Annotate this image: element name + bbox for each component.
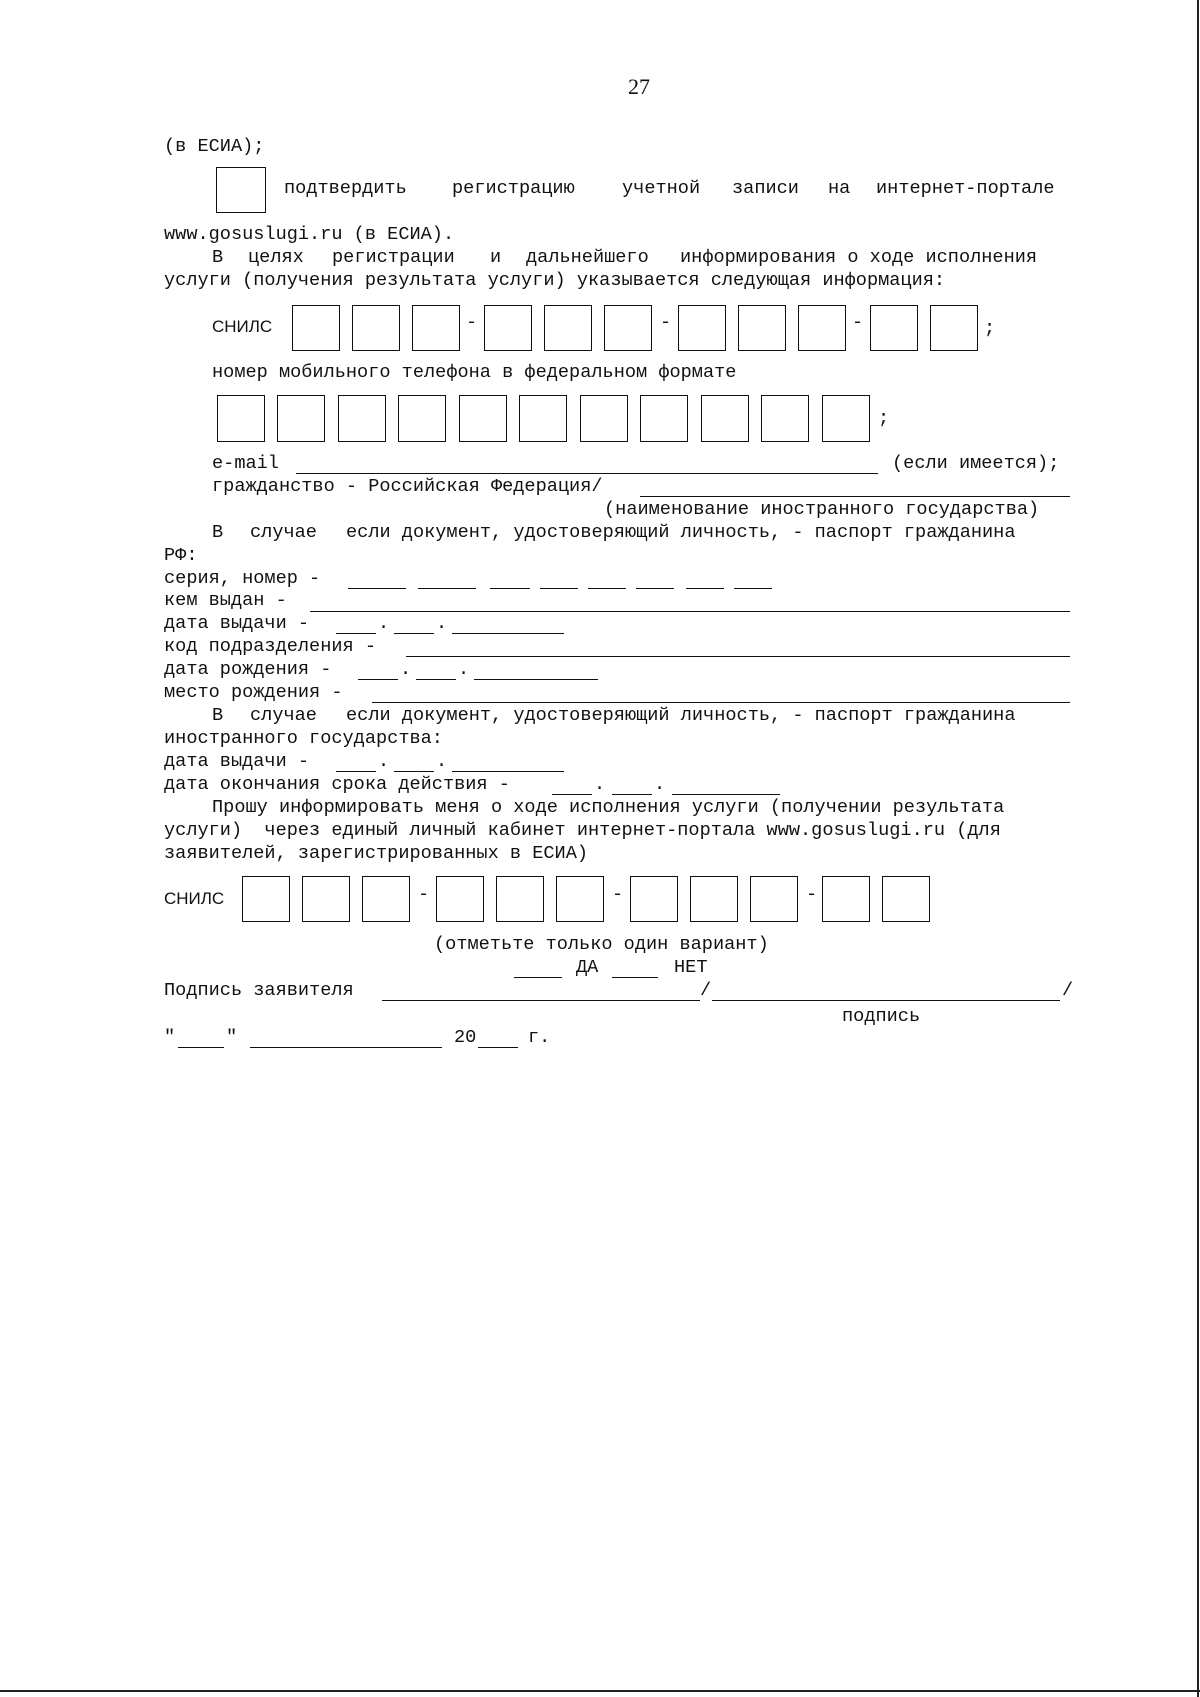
citizenship-note: (наименование иностранного государства) — [604, 499, 1040, 520]
citizenship-label: гражданство - Российская Федерация/ — [212, 476, 603, 497]
rf-issue-day-field[interactable] — [336, 633, 376, 634]
phone-digit-5[interactable] — [459, 395, 507, 442]
date-dot: . — [400, 659, 412, 680]
rf-dept-code-label: код подразделения - — [164, 636, 377, 657]
confirm-word-6: интернет-портале — [876, 178, 1055, 199]
foreign-passport-word-3: если документ, удостоверяющий личность, - паспорт гражданина — [346, 705, 1016, 726]
snils2-digit-2[interactable] — [302, 876, 350, 922]
date-quote-open: " — [164, 1027, 176, 1048]
rf-number-field-1[interactable] — [490, 588, 530, 589]
intro-fragment: (в ЕСИА); — [164, 136, 265, 157]
foreign-passport-word-1: В — [212, 705, 224, 726]
rf-issue-date-label: дата выдачи - — [164, 613, 310, 634]
rf-birth-date-label: дата рождения - — [164, 659, 332, 680]
foreign-issue-day-field[interactable] — [336, 771, 376, 772]
yes-mark-field[interactable] — [514, 977, 562, 978]
rf-number-field-5[interactable] — [686, 588, 724, 589]
rf-passport-word-3: если документ, удостоверяющий личность, - паспорт гражданина — [346, 522, 1016, 543]
inform-line-1: Прошу информировать меня о ходе исполнения услуги (получении результата — [212, 797, 1005, 818]
foreign-passport-word-2: случае — [250, 705, 317, 726]
date-year-suffix: г. — [528, 1027, 551, 1048]
phone-digit-10[interactable] — [761, 395, 809, 442]
rf-birth-place-label: место рождения - — [164, 682, 343, 703]
yes-label: ДА — [576, 957, 599, 978]
snils-digit-8[interactable] — [738, 305, 786, 351]
rf-number-field-2[interactable] — [540, 588, 578, 589]
phone-end: ; — [878, 408, 890, 429]
date-month-field[interactable] — [250, 1047, 442, 1048]
rf-passport-word-2: случае — [250, 522, 317, 543]
foreign-expiry-label: дата окончания срока действия - — [164, 774, 510, 795]
date-dot: . — [436, 613, 448, 634]
signature-slash-2: / — [1062, 980, 1074, 1001]
signature-label: Подпись заявителя — [164, 980, 354, 1001]
inform-line-2: услуги) через единый личный кабинет интернет-портала www.gosuslugi.ru (для — [164, 820, 1001, 841]
snils2-digit-4[interactable] — [436, 876, 484, 922]
signature-name-field[interactable] — [712, 1000, 1060, 1001]
date-dot: . — [458, 659, 470, 680]
rf-series-field-1[interactable] — [348, 588, 406, 589]
snils-digit-2[interactable] — [352, 305, 400, 351]
snils-separator-2: - — [660, 312, 672, 333]
rf-birth-year-field[interactable] — [474, 679, 598, 680]
date-year-field[interactable] — [478, 1047, 518, 1048]
phone-digit-6[interactable] — [519, 395, 567, 442]
info-word-4: и — [490, 247, 502, 268]
snils2-digit-6[interactable] — [556, 876, 604, 922]
inform-line-3: заявителей, зарегистрированных в ЕСИА) — [164, 843, 589, 864]
date-dot: . — [594, 774, 606, 795]
foreign-expiry-year-field[interactable] — [672, 794, 780, 795]
snils2-separator-2: - — [612, 884, 624, 905]
snils2-digit-3[interactable] — [362, 876, 410, 922]
foreign-issue-month-field[interactable] — [394, 771, 434, 772]
signature-slash-1: / — [700, 980, 712, 1001]
snils2-digit-1[interactable] — [242, 876, 290, 922]
rf-passport-line-2: РФ: — [164, 545, 198, 566]
phone-digit-3[interactable] — [338, 395, 386, 442]
info-word-6: информирования о ходе исполнения — [680, 247, 1038, 268]
rf-series-label: серия, номер - — [164, 568, 321, 589]
email-field[interactable] — [296, 473, 878, 474]
snils-label: СНИЛС — [212, 317, 273, 336]
rf-dept-code-field[interactable] — [406, 656, 1070, 657]
confirm-continuation: www.gosuslugi.ru (в ЕСИА). — [164, 224, 455, 245]
signature-caption: подпись — [842, 1006, 921, 1027]
foreign-issue-date-label: дата выдачи - — [164, 751, 310, 772]
info-line-2: услуги (получения результата услуги) указывается следующая информация: — [164, 270, 946, 291]
info-word-3: регистрации — [332, 247, 455, 268]
rf-passport-word-1: В — [212, 522, 224, 543]
date-dot: . — [654, 774, 666, 795]
snils2-digit-7[interactable] — [630, 876, 678, 922]
confirm-registration-checkbox[interactable] — [216, 167, 266, 213]
confirm-word-3: учетной — [622, 178, 701, 199]
phone-digit-9[interactable] — [701, 395, 749, 442]
email-label: e-mail — [212, 453, 279, 474]
date-dot: . — [378, 613, 390, 634]
rf-number-field-6[interactable] — [734, 588, 772, 589]
snils-digit-11[interactable] — [930, 305, 978, 351]
snils2-digit-8[interactable] — [690, 876, 738, 922]
snils-digit-5[interactable] — [544, 305, 592, 351]
confirm-word-5: на — [828, 178, 851, 199]
phone-digit-7[interactable] — [580, 395, 628, 442]
rf-birth-place-field[interactable] — [372, 702, 1070, 703]
snils-digit-3[interactable] — [412, 305, 460, 351]
confirm-word-2: регистрацию — [452, 178, 575, 199]
snils-digit-6[interactable] — [604, 305, 652, 351]
phone-digit-11[interactable] — [822, 395, 870, 442]
rf-series-field-2[interactable] — [418, 588, 476, 589]
snils2-separator-1: - — [418, 884, 430, 905]
email-note: (если имеется); — [892, 453, 1060, 474]
snils2-digit-11[interactable] — [882, 876, 930, 922]
rf-birth-month-field[interactable] — [416, 679, 456, 680]
foreign-issue-year-field[interactable] — [452, 771, 564, 772]
scan-edge-bottom — [0, 1690, 1200, 1692]
rf-number-field-3[interactable] — [588, 588, 626, 589]
foreign-expiry-month-field[interactable] — [612, 794, 652, 795]
snils-separator-1: - — [466, 312, 478, 333]
snils-digit-10[interactable] — [870, 305, 918, 351]
snils-separator-3: - — [852, 312, 864, 333]
rf-number-field-4[interactable] — [636, 588, 674, 589]
snils-digit-7[interactable] — [678, 305, 726, 351]
rf-birth-day-field[interactable] — [358, 679, 398, 680]
phone-digit-4[interactable] — [398, 395, 446, 442]
date-dot: . — [436, 751, 448, 772]
rf-issued-by-label: кем выдан - — [164, 590, 287, 611]
rf-issue-year-field[interactable] — [452, 633, 564, 634]
snils-digit-1[interactable] — [292, 305, 340, 351]
info-word-2: целях — [248, 247, 304, 268]
date-quote-close: " — [226, 1027, 238, 1048]
date-year-prefix: 20 — [454, 1027, 477, 1048]
phone-digit-2[interactable] — [277, 395, 325, 442]
confirm-word-1: подтвердить — [284, 178, 407, 199]
date-day-field[interactable] — [178, 1047, 224, 1048]
no-mark-field[interactable] — [612, 977, 658, 978]
signature-field[interactable] — [382, 1000, 700, 1001]
date-dot: . — [378, 751, 390, 772]
snils2-digit-5[interactable] — [496, 876, 544, 922]
confirm-word-4: записи — [732, 178, 799, 199]
snils-end: ; — [984, 318, 996, 339]
rf-issued-by-field[interactable] — [310, 611, 1070, 612]
phone-digit-1[interactable] — [217, 395, 265, 442]
citizenship-field[interactable] — [640, 496, 1070, 497]
foreign-expiry-day-field[interactable] — [552, 794, 592, 795]
info-word-5: дальнейшего — [526, 247, 649, 268]
snils-digit-9[interactable] — [798, 305, 846, 351]
no-label: НЕТ — [674, 957, 708, 978]
phone-label: номер мобильного телефона в федеральном формате — [212, 362, 737, 383]
page-number: 27 — [628, 74, 650, 99]
choose-one-note: (отметьте только один вариант) — [434, 934, 769, 955]
rf-issue-month-field[interactable] — [394, 633, 434, 634]
foreign-passport-line-2: иностранного государства: — [164, 728, 443, 749]
scan-edge-right — [1197, 0, 1199, 1697]
snils-label-2: СНИЛС — [164, 889, 225, 908]
snils2-digit-9[interactable] — [750, 876, 798, 922]
snils2-digit-10[interactable] — [822, 876, 870, 922]
phone-digit-8[interactable] — [640, 395, 688, 442]
snils2-separator-3: - — [806, 884, 818, 905]
info-word-1: В — [212, 247, 224, 268]
snils-digit-4[interactable] — [484, 305, 532, 351]
